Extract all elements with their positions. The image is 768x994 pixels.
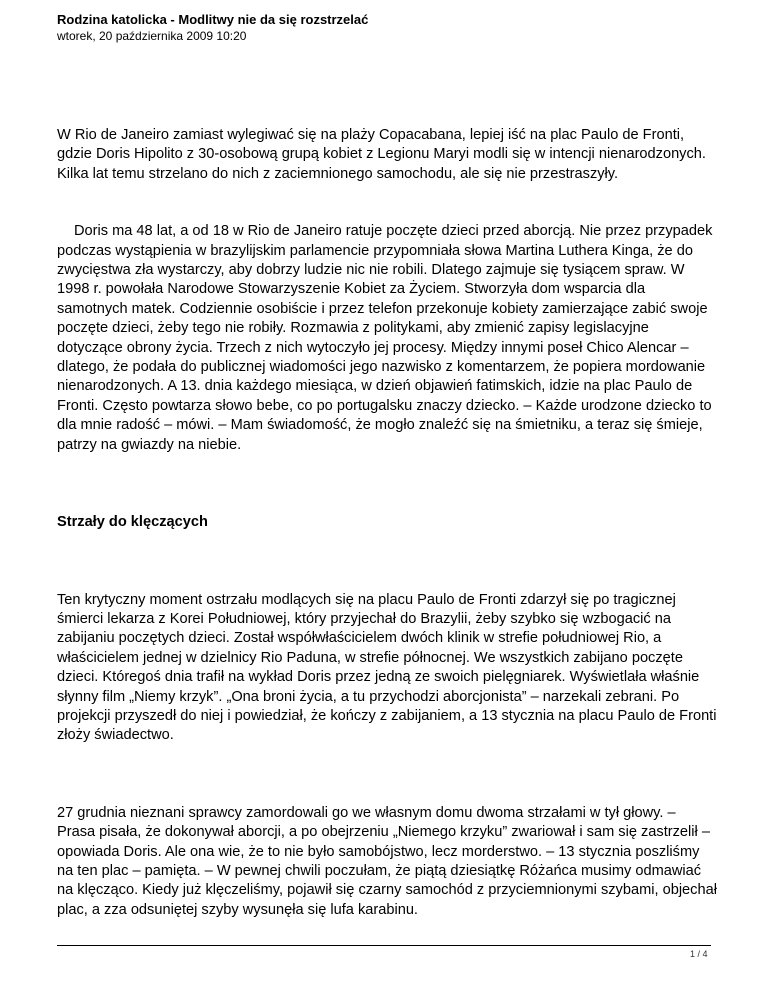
page-number: 1 / 4 <box>690 949 708 959</box>
footer-divider <box>57 945 711 946</box>
article-paragraph: Doris ma 48 lat, a od 18 w Rio de Janeiro ratuje poczęte dzieci przed aborcją. Nie przez przypadek podczas wystąpienia w brazylijskim parlamencie przypomniała słowa Martina Luthera Kinga, że do zwycięstwa zła wystarczy, aby dobrzy ludzie nic nie robili. Dlatego zajmuje się tysiącem spraw. W 1998 r. powołała Narodowe Stowarzyszenie Kobiet za Życiem. Stworzyła dom wsparcia dla samotnych matek. Codziennie osobiście i przez telefon przekonuje kobiety zamierzające zabić swoje poczęte dzieci, żeby tego nie robiły. Rozmawia z politykami, aby zmienić zapisy legislacyjne dotyczące obrony życia. Trzech z nich wytoczyło jej procesy. Między innymi poseł Chico Alencar – dlatego, że podała do publicznej wiadomości jego nazwisko z komentarzem, że popiera mordowanie nienarodzonych. A 13. dnia każdego miesiąca, w dzień objawień fatimskich, idzie na plac Paulo de Fronti. Często powtarza słowo bebe, co po portugalsku znaczy dziecko. – Każde urodzone dziecko to dla mnie radość – mówi. – Mam świadomość, że mogło znaleźć się na śmietniku, a teraz się śmieje, patrzy na gwiazdy na niebie. <box>57 223 713 453</box>
document-header <box>57 12 717 44</box>
article-paragraph: Ten krytyczny moment ostrzału modlących się na placu Paulo de Fronti zdarzył się po tragicznej śmierci lekarza z Korei Południowej, który przyjechał do Brazylii, żeby szybko się wzbogacić na zabijaniu poczętych dzieci. Został współwłaścicielem dwóch klinik w strefie południowej Rio, a właścicielem jednej w dzielnicy Rio Paduna, w strefie północnej. We wszystkich zabijano poczęte dzieci. Któregoś dnia trafił na wykład Doris przez jedną ze swoich pielęgniarek. Wyświetlała właśnie słynny film „Niemy krzyk”. „Ona broni życia, a tu przychodzi aborcjonista” – narzekali zebrani. Po projekcji przyszedł do niej i powiedział, że kończy z zabijaniem, a 13 stycznia na placu Paulo de Fronti złoży świadectwo. <box>57 591 717 744</box>
section-heading: Strzały do klęczących <box>57 514 208 531</box>
article-paragraph: W Rio de Janeiro zamiast wylegiwać się na plaży Copacabana, lepiej iść na plac Paulo de Fronti, gdzie Doris Hipolito z 30-osobową grupą kobiet z Legionu Maryi modli się w intencji nienarodzonych. Kilka lat temu strzelano do nich z zaciemnionego samochodu, ale się nie przestraszyły. <box>57 127 706 182</box>
publication-date: wtorek, 20 października 2009 10:20 <box>57 29 247 43</box>
document-title: Rodzina katolicka - Modlitwy nie da się rozstrzelać <box>57 12 369 27</box>
article-body <box>57 126 717 920</box>
article-paragraph: 27 grudnia nieznani sprawcy zamordowali go we własnym domu dwoma strzałami w tył głowy. – Prasa pisała, że dokonywał aborcji, a po obejrzeniu „Niemego krzyku” zwariował i sam się zastrzelił – opowiada Doris. Ale ona wie, że to nie było samobójstwo, lecz morderstwo. – 13 stycznia poszliśmy na ten plac – pamięta. – W pewnej chwili poczułam, że piątą dziesiątkę Różańca musimy odmawiać na klęcząco. Kiedy już klęczeliśmy, pojawił się czarny samochód z przyciemnionymi szybami, objechał plac, a zza odsuniętej szyby wysunęła się lufa karabinu. <box>57 804 717 918</box>
